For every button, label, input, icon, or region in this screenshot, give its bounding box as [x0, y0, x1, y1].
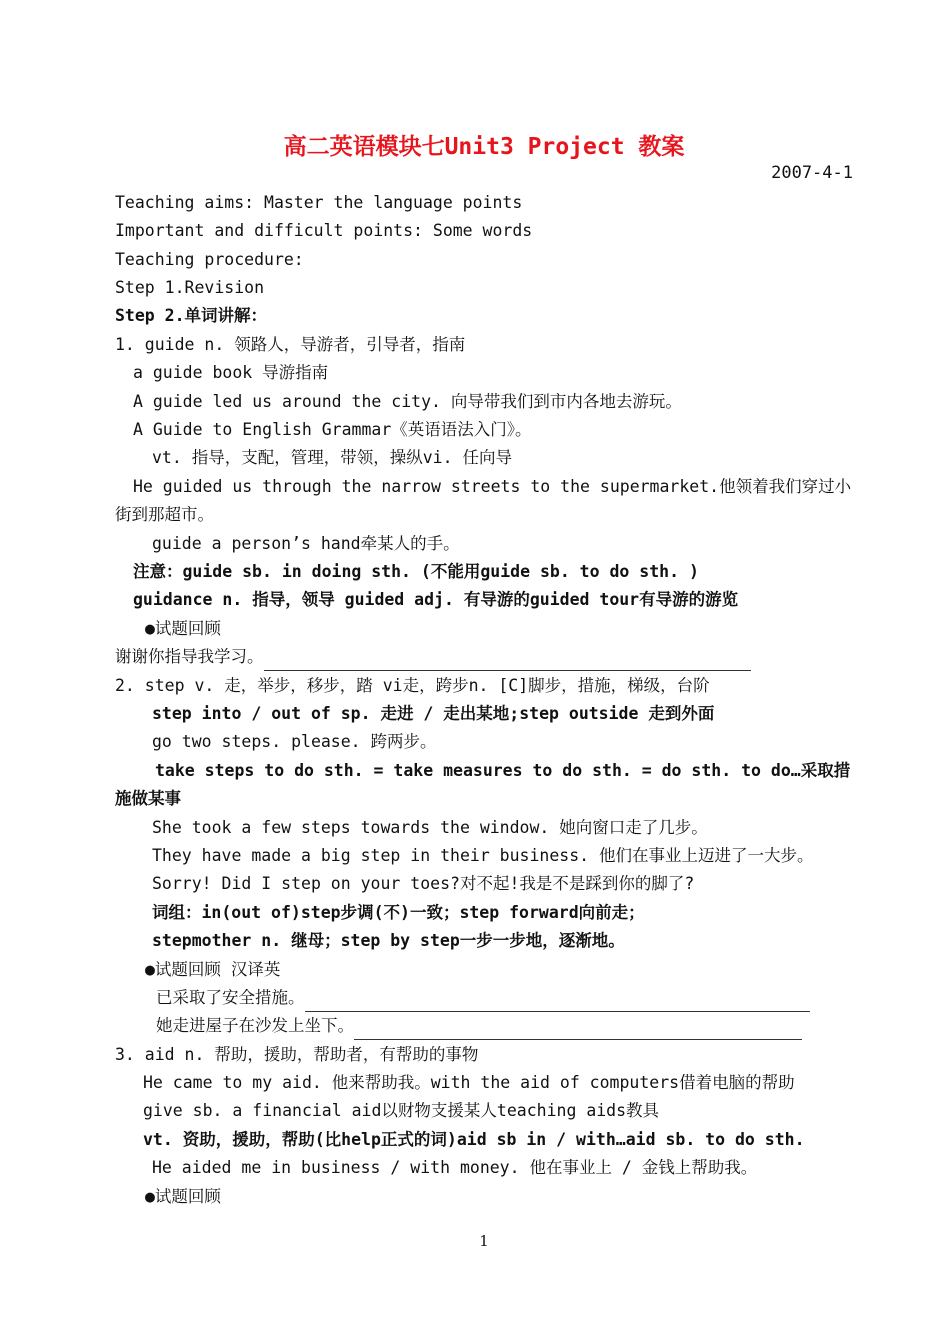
- procedure-heading: Teaching procedure:: [115, 250, 304, 269]
- guide-example-4-cont: 街到那超市。: [115, 505, 214, 524]
- page-number: 1: [479, 1232, 489, 1250]
- guide-derivatives: guidance n. 指导，领导 guided adj. 有导游的guided tour有导游的游览: [133, 590, 739, 609]
- word-aid-heading: 3. aid n. 帮助，援助，帮助者，有帮助的事物: [115, 1045, 479, 1064]
- step-phrases-2: stepmother n. 继母；step by step一步一步地，逐渐地。: [152, 931, 625, 950]
- guide-example-5: guide a person’s hand牵某人的手。: [152, 534, 460, 553]
- step-example-3: They have made a big step in their business. 他们在事业上迈进了一大步。: [152, 846, 814, 865]
- guide-example-3: A Guide to English Grammar《英语语法入门》。: [133, 420, 532, 439]
- answer-blank[interactable]: [305, 993, 810, 1012]
- exercise-step-prompt-1: 已采取了安全措施。: [156, 988, 305, 1007]
- word-guide-heading: 1. guide n. 领路人，导游者，引导者，指南: [115, 335, 466, 354]
- aid-example-3: He aided me in business / with money. 他在事业上 / 金钱上帮助我。: [152, 1158, 758, 1177]
- step-phrase-1: step into / out of sp. 走进 / 走出某地;step outside 走到外面: [152, 704, 715, 723]
- exercise-review-3: ●试题回顾: [145, 1187, 221, 1206]
- answer-blank[interactable]: [264, 652, 751, 671]
- exercise-guide-line: [115, 643, 751, 671]
- exercise-guide-prompt: 谢谢你指导我学习。: [115, 647, 264, 666]
- aid-verb-meaning: vt. 资助，援助，帮助(比help正式的词)aid sb in / with…aid sb. to do sth.: [143, 1130, 805, 1149]
- answer-blank[interactable]: [354, 1021, 802, 1040]
- exercise-review-2: ●试题回顾 汉译英: [145, 960, 281, 979]
- exercise-step-line-1: [156, 984, 810, 1012]
- document-title: 高二英语模块七Unit3 Project 教案: [283, 134, 685, 160]
- guide-example-2: A guide led us around the city. 向导带我们到市内各地去游玩。: [133, 392, 682, 411]
- step2-heading: Step 2.单词讲解：: [115, 306, 268, 325]
- step-phrases-1: 词组：in(out of)step步调(不)一致；step forward向前走；: [152, 903, 645, 922]
- document-date: 2007-4-1: [771, 163, 853, 183]
- word-step-heading: 2. step v. 走，举步，移步，踏 vi走，跨步n. [C]脚步，措施，梯级，台阶: [115, 676, 710, 695]
- guide-example-1: a guide book 导游指南: [133, 363, 329, 382]
- step-example-1: go two steps. please. 跨两步。: [152, 732, 437, 751]
- step-phrase-2: take steps to do sth. = take measures to do sth. = do sth. to do…采取措: [155, 761, 851, 780]
- exercise-review-1: ●试题回顾: [145, 619, 221, 638]
- step-example-4: Sorry! Did I step on your toes?对不起!我是不是踩到你的脚了?: [152, 874, 695, 893]
- exercise-step-line-2: [156, 1012, 802, 1040]
- guide-example-4: He guided us through the narrow streets to the supermarket.他领着我们穿过小: [133, 477, 852, 496]
- difficult-points-line: Important and difficult points: Some words: [115, 221, 533, 240]
- teaching-aims-line: Teaching aims: Master the language points: [115, 193, 523, 212]
- step-phrase-2-cont: 施做某事: [115, 789, 181, 808]
- step1-heading: Step 1.Revision: [115, 278, 265, 297]
- aid-example-2: give sb. a financial aid以财物支援某人teaching aids教具: [143, 1101, 660, 1120]
- exercise-step-prompt-2: 她走进屋子在沙发上坐下。: [156, 1016, 354, 1035]
- guide-note: 注意：guide sb. in doing sth. (不能用guide sb. to do sth. ): [133, 562, 699, 581]
- aid-example-1: He came to my aid. 他来帮助我。with the aid of computers借着电脑的帮助: [143, 1073, 795, 1092]
- step-example-2: She took a few steps towards the window. 她向窗口走了几步。: [152, 818, 708, 837]
- guide-verb-meaning: vt. 指导，支配，管理，带领，操纵vi. 任向导: [152, 448, 512, 467]
